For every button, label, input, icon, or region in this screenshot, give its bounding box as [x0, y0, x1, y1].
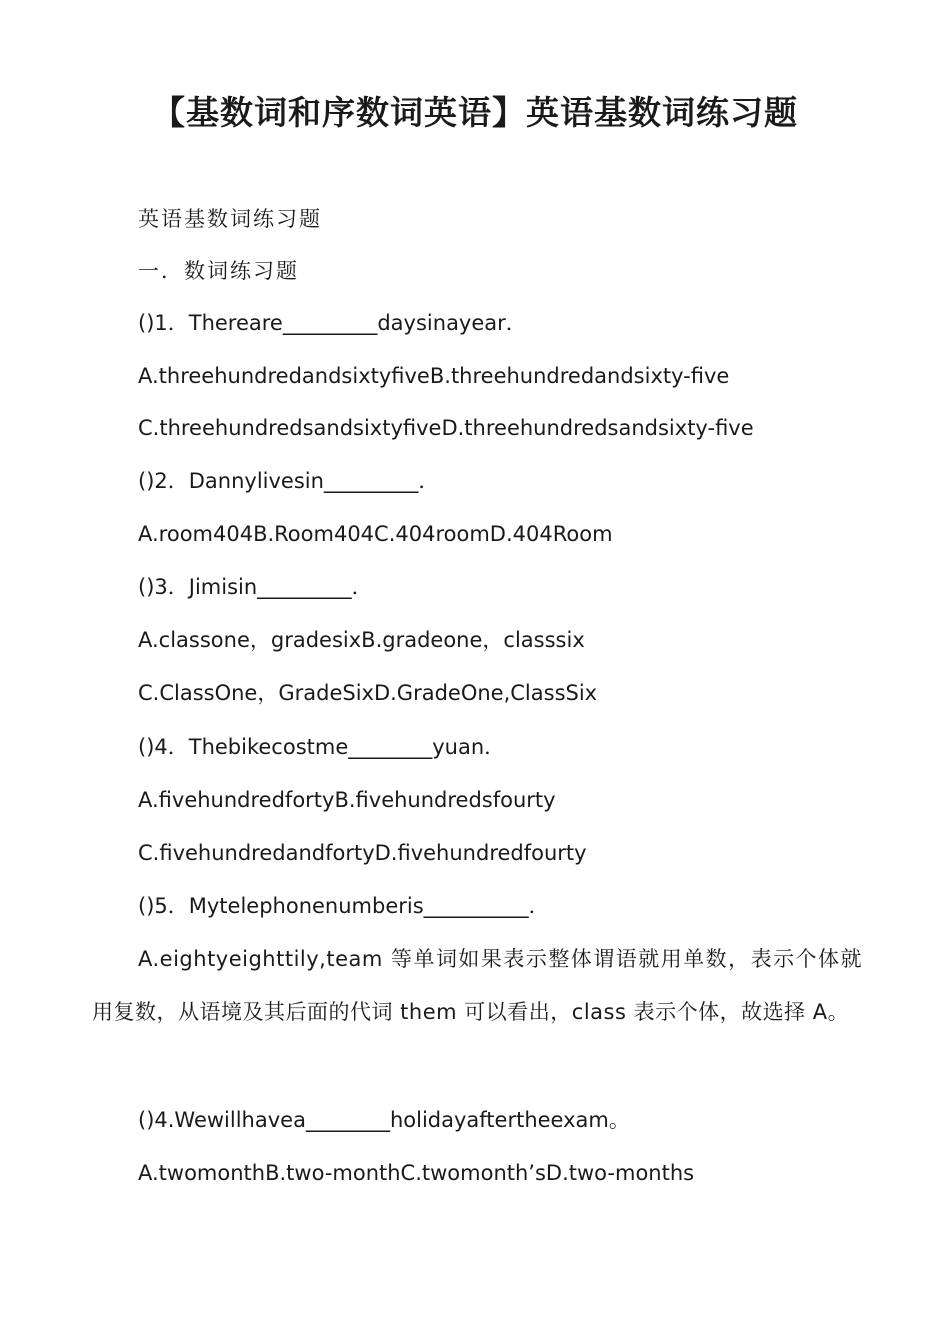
explanation-paragraph: A.eightyeighttily,team 等单词如果表示整体谓语就用单数，表示个体就用复数，从语境及其后面的代词 them 可以看出，class 表示个体，故选择 A。: [92, 947, 862, 1024]
exercise-heading: 一．数词练习题: [138, 259, 299, 283]
question-1: ()1．Thereare_________daysinayear．: [138, 311, 527, 335]
question-4b-options: A.twomonthB.two-monthC.twomonth’sD.two-months: [138, 1161, 695, 1185]
question-4-options-cd: C.fivehundredandfortyD.fivehundredfourty: [138, 841, 587, 865]
question-4: ()4．Thebikecostme________yuan．: [138, 735, 506, 759]
question-4b: ()4.Wewillhavea________holidayaftertheexam。: [138, 1108, 630, 1132]
document-title: 【基数词和序数词英语】英语基数词练习题: [152, 93, 798, 132]
question-3: ()3．Jimisin_________．: [138, 575, 373, 599]
question-3-options-ab: A.classone，gradesixB.gradeone，classsix: [138, 628, 585, 652]
question-1-options-ab: A.threehundredandsixtyfiveB.threehundredandsixty-five: [138, 364, 730, 388]
question-3-options-cd: C.ClassOne，GradeSixD.GradeOne,ClassSix: [138, 681, 598, 705]
question-5: ()5．Mytelephonenumberis__________．: [138, 894, 550, 918]
question-2: ()2．Dannylivesin_________．: [138, 469, 440, 493]
question-4-options-ab: A.fivehundredfortyB.fivehundredsfourty: [138, 788, 556, 812]
question-2-options: A.room404B.Room404C.404roomD.404Room: [138, 522, 613, 546]
section-heading: 英语基数词练习题: [138, 207, 322, 231]
question-1-options-cd: C.threehundredsandsixtyfiveD.threehundredsandsixty-five: [138, 416, 754, 440]
